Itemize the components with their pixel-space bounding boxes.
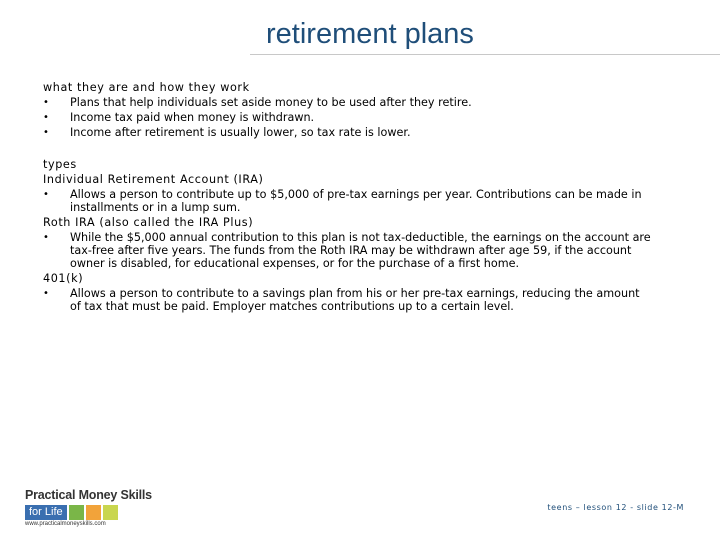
title-divider <box>250 54 720 55</box>
bullet-icon: • <box>43 288 49 299</box>
logo-bar <box>25 505 118 520</box>
logo-title: Practical Money Skills <box>25 488 152 502</box>
logo-square-icon <box>69 505 84 520</box>
list-item <box>43 187 653 215</box>
list-item <box>43 286 653 314</box>
section-heading-types: types <box>43 158 77 171</box>
bullet-icon: • <box>43 127 49 138</box>
list-item <box>43 230 653 271</box>
logo-square-icon <box>103 505 118 520</box>
bullet-text: Allows a person to contribute to a savings plan from his or her pre-tax earnings, reducing the amount of tax that must be paid. Employer matches contributions up to a certain level. <box>70 287 640 313</box>
bullet-text: Income after retirement is usually lower, so tax rate is lower. <box>70 126 411 139</box>
bullet-text: Income tax paid when money is withdrawn. <box>70 111 315 124</box>
bullet-text: Allows a person to contribute up to $5,000 of pre-tax earnings per year. Contributions can be made in installments or in a lump sum. <box>70 188 642 214</box>
logo-square-icon <box>86 505 101 520</box>
ira-bullet-list <box>43 187 653 215</box>
slide-title: retirement plans <box>266 18 474 50</box>
list-item <box>43 110 653 125</box>
logo-subtitle: for Life <box>25 505 67 520</box>
list-item <box>43 95 653 110</box>
practical-money-skills-logo <box>25 488 165 528</box>
roth-bullet-list <box>43 230 653 271</box>
bullet-icon: • <box>43 97 49 108</box>
logo-url: www.practicalmoneyskills.com <box>25 521 106 527</box>
bullet-text: Plans that help individuals set aside money to be used after they retire. <box>70 96 472 109</box>
list-item <box>43 125 653 140</box>
slide-footer: teens – lesson 12 - slide 12-M <box>547 503 684 512</box>
bullet-icon: • <box>43 232 49 243</box>
bullet-icon: • <box>43 189 49 200</box>
bullet-text: While the $5,000 annual contribution to this plan is not tax-deductible, the earnings on the account are tax-free after five years. The funds from the Roth IRA may be withdrawn after age 59, if the account owner is disabled, for educational expenses, or for the purchase of a first home. <box>70 231 651 270</box>
section-heading-overview: what they are and how they work <box>43 81 250 94</box>
ira-heading: Individual Retirement Account (IRA) <box>43 173 264 186</box>
401k-heading: 401(k) <box>43 272 84 285</box>
roth-ira-heading: Roth IRA (also called the IRA Plus) <box>43 216 254 229</box>
overview-bullet-list <box>43 95 653 140</box>
slide-body <box>43 80 653 314</box>
401k-bullet-list <box>43 286 653 314</box>
bullet-icon: • <box>43 112 49 123</box>
